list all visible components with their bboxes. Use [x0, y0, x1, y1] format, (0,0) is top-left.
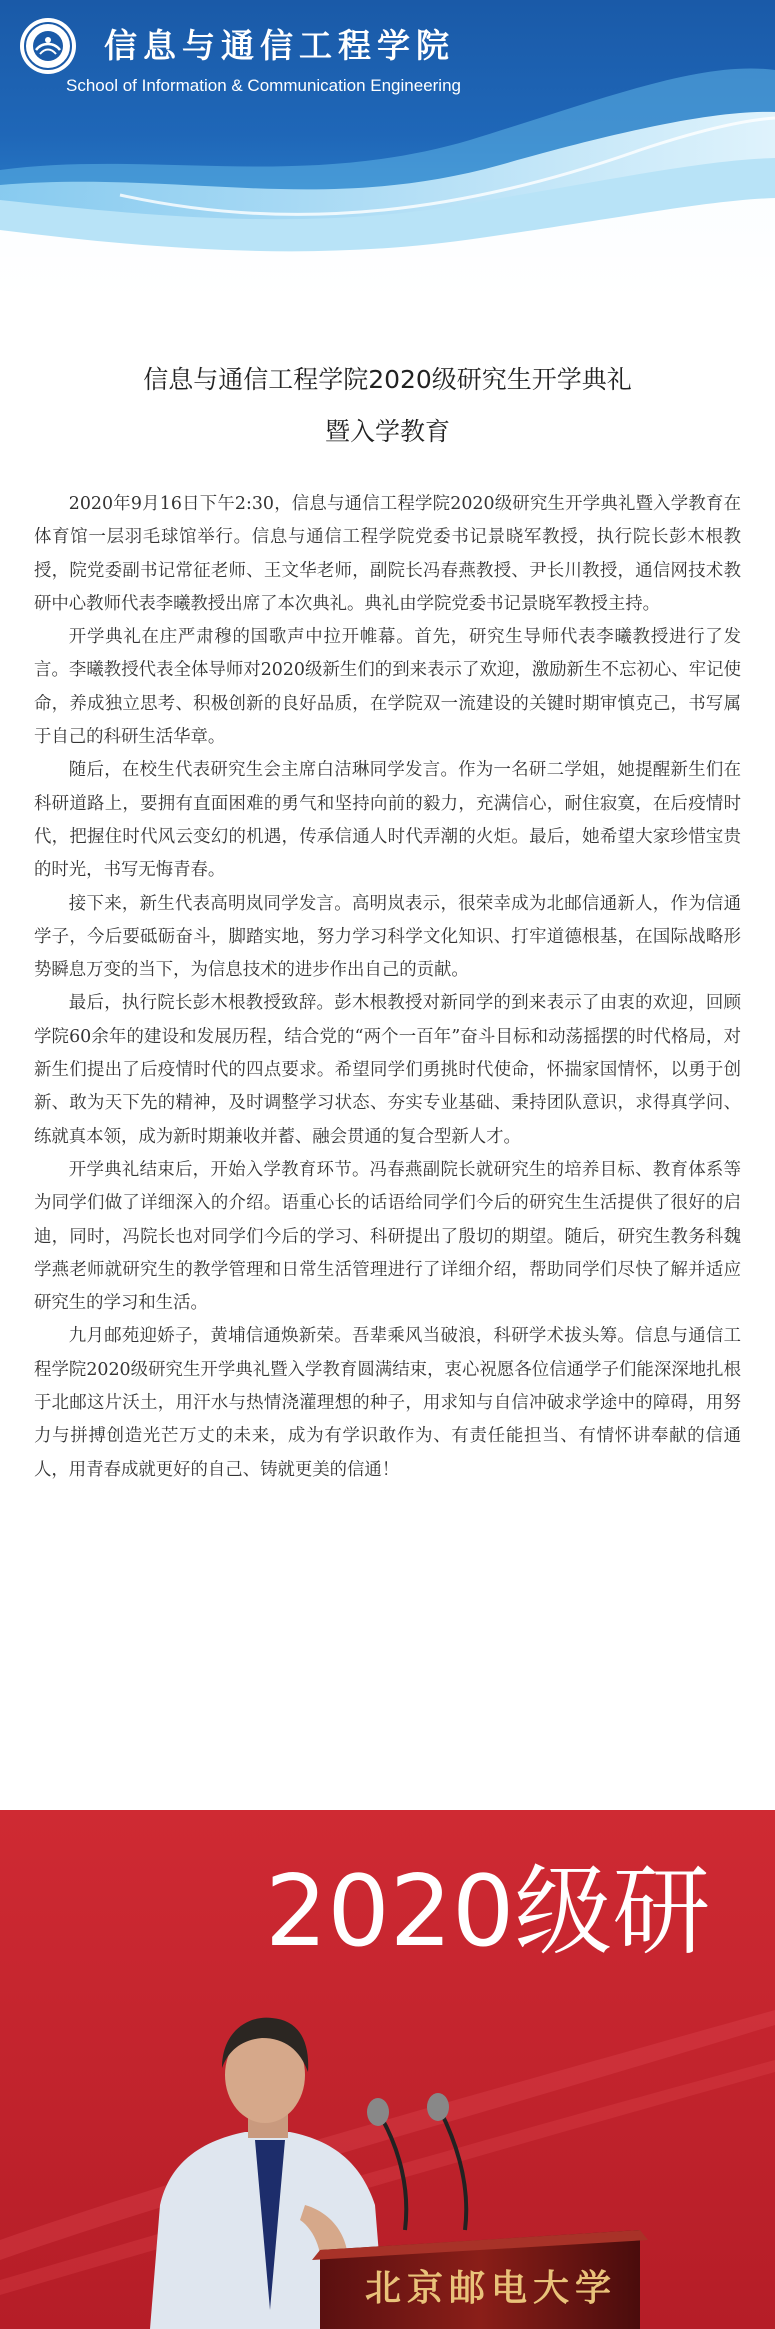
- article-title: [0, 354, 775, 458]
- school-name-cn: 信息与通信工程学院: [104, 26, 455, 65]
- header-banner: [0, 0, 775, 300]
- university-emblem-icon: [18, 16, 78, 76]
- podium-text: 北京邮电大学: [365, 2267, 618, 2309]
- paragraph: 2020年9月16日下午2:30，信息与通信工程学院2020级研究生开学典礼暨入学教育在体育馆一层羽毛球馆举行。信息与通信工程学院党委书记景晓军教授，执行院长彭木根教授，院党委副书记常征老师、王文华老师，副院长冯春燕教授、尹长川教授，通信网技术教研中心教师代表李曦教授出席了本次典礼。典礼由学院党委书记景晓军教授主持。: [34, 494, 741, 614]
- article-body: [34, 488, 741, 1487]
- backdrop-text: 2020级研: [265, 1855, 711, 1969]
- ceremony-photo: [0, 1810, 775, 2329]
- paragraph: 随后，在校生代表研究生会主席白洁琳同学发言。作为一名研二学姐，她提醒新生们在科研道路上，要拥有直面困难的勇气和坚持向前的毅力，充满信心，耐住寂寞，在后疫情时代，把握住时代风云变幻的机遇，传承信通人时代弄潮的火炬。最后，她希望大家珍惜宝贵的时光，书写无悔青春。: [34, 760, 741, 881]
- paragraph: 九月邮苑迎娇子，黄埔信通焕新荣。吾辈乘风当破浪，科研学术拔头筹。信息与通信工程学院2020级研究生开学典礼暨入学教育圆满结束，衷心祝愿各位信通学子们能深深地扎根于北邮这片沃土，用汗水与热情浇灌理想的种子，用求知与自信冲破求学途中的障碍，用努力与拼搏创造光芒万丈的未来，成为有学识敢作为、有责任能担当、有情怀讲奉献的信通人，用青春成就更好的自己、铸就更美的信通！: [34, 1326, 741, 1480]
- paragraph: 开学典礼在庄严肃穆的国歌声中拉开帷幕。首先，研究生导师代表李曦教授进行了发言。李曦教授代表全体导师对2020级新生们的到来表示了欢迎，激励新生不忘初心、牢记使命，养成独立思考、积极创新的良好品质，在学院双一流建设的关键时期审慎克己，书写属于自己的科研生活华章。: [34, 627, 741, 748]
- school-name-en: School of Information & Communication Engineering: [66, 76, 461, 95]
- paragraph: 最后，执行院长彭木根教授致辞。彭木根教授对新同学的到来表示了由衷的欢迎，回顾学院60余年的建设和发展历程，结合党的“两个一百年”奋斗目标和动荡摇摆的时代格局，对新生们提出了后疫情时代的四点要求。希望同学们勇挑时代使命，怀揣家国情怀，以勇于创新、敢为天下先的精神，及时调整学习状态、夯实专业基础、秉持团队意识，求得真学问、练就真本领，成为新时期兼收并蓄、融会贯通的复合型新人才。: [34, 993, 741, 1147]
- paragraph: 接下来，新生代表高明岚同学发言。高明岚表示，很荣幸成为北邮信通新人，作为信通学子，今后要砥砺奋斗，脚踏实地，努力学习科学文化知识、打牢道德根基，在国际战略形势瞬息万变的当下，为信息技术的进步作出自己的贡献。: [34, 893, 741, 981]
- title-line-1: 信息与通信工程学院2020级研究生开学典礼: [143, 365, 632, 394]
- title-line-2: 暨入学教育: [324, 417, 450, 446]
- paragraph: 开学典礼结束后，开始入学教育环节。冯春燕副院长就研究生的培养目标、教育体系等为同学们做了详细深入的介绍。语重心长的话语给同学们今后的研究生生活提供了很好的启迪，同时，冯院长也对同学们今后的学习、科研提出了殷切的期望。随后，研究生教务科魏学燕老师就研究生的教学管理和日常生活管理进行了详细介绍，帮助同学们尽快了解并适应研究生的学习和生活。: [34, 1159, 741, 1314]
